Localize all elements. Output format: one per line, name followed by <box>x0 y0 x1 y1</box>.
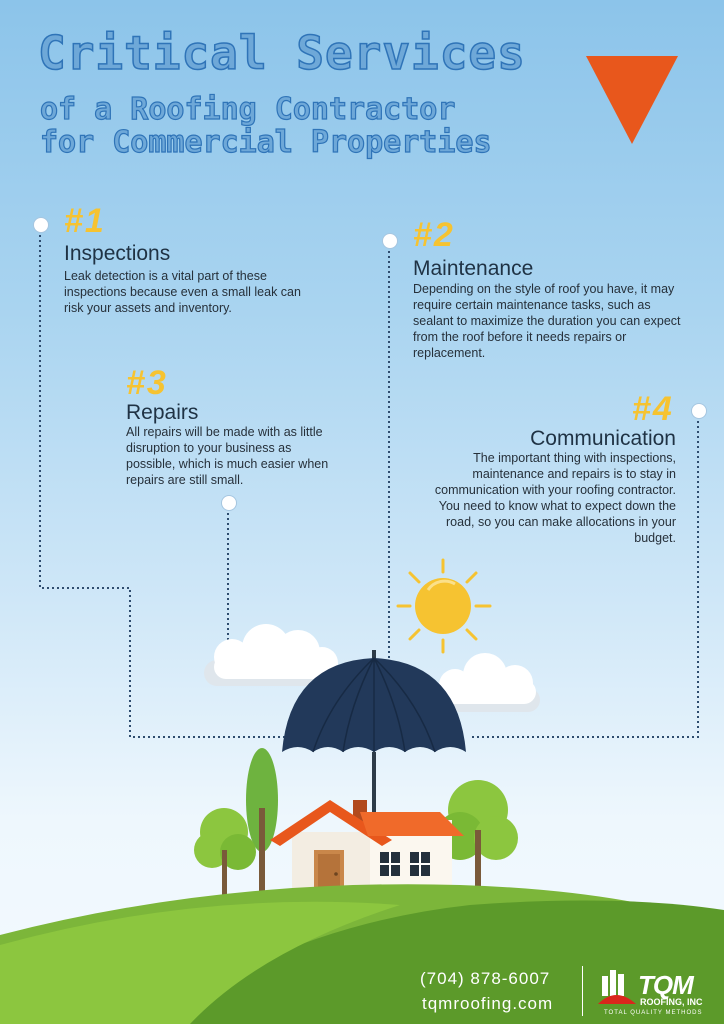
step-2-heading: Maintenance <box>413 257 534 280</box>
title-line-1: Critical Services <box>38 26 526 80</box>
step-2-number: #2 <box>413 216 455 254</box>
marker-dot-3 <box>222 496 236 510</box>
step-1-heading: Inspections <box>64 242 171 265</box>
title-line-3: for Commercial Properties <box>40 125 492 160</box>
marker-dot-2 <box>383 234 397 248</box>
step-4-number: #4 <box>632 390 674 428</box>
footer-divider <box>582 966 583 1016</box>
logo-subtitle: ROOFING, INC <box>640 997 703 1007</box>
title-line-2: of a Roofing Contractor <box>40 92 456 127</box>
step-1-text: Leak detection is a vital part of these inspections because even a small leak can risk your assets and inventory. <box>64 269 301 315</box>
logo-tagline: TOTAL QUALITY METHODS <box>604 1010 703 1016</box>
step-3-text: All repairs will be made with as little disruption to your business as possible, which is much easier when repairs are still small. <box>126 425 329 487</box>
step-3-number: #3 <box>126 364 168 402</box>
step-1-number: #1 <box>64 202 106 240</box>
step-3-heading: Repairs <box>126 401 199 424</box>
sun-icon <box>398 560 490 652</box>
phone-number: (704) 878-6007 <box>420 969 551 988</box>
website: tqmroofing.com <box>422 994 554 1013</box>
step-2-text: Depending on the style of roof you have, it may require certain maintenance tasks, such as sealant to maximize the duration you can expect from the roof before it needs repairs or replacement. <box>413 282 681 360</box>
step-4-heading: Communication <box>530 427 676 450</box>
step-4-text: The important thing with inspections, maintenance and repairs is to stay in communication with your roofing contractor. You need to know what to expect down the road, so you can make allocations in your budget. <box>434 451 676 545</box>
marker-dot-1 <box>34 218 48 232</box>
logo-name: TQM <box>638 970 693 1000</box>
marker-dot-4 <box>692 404 706 418</box>
